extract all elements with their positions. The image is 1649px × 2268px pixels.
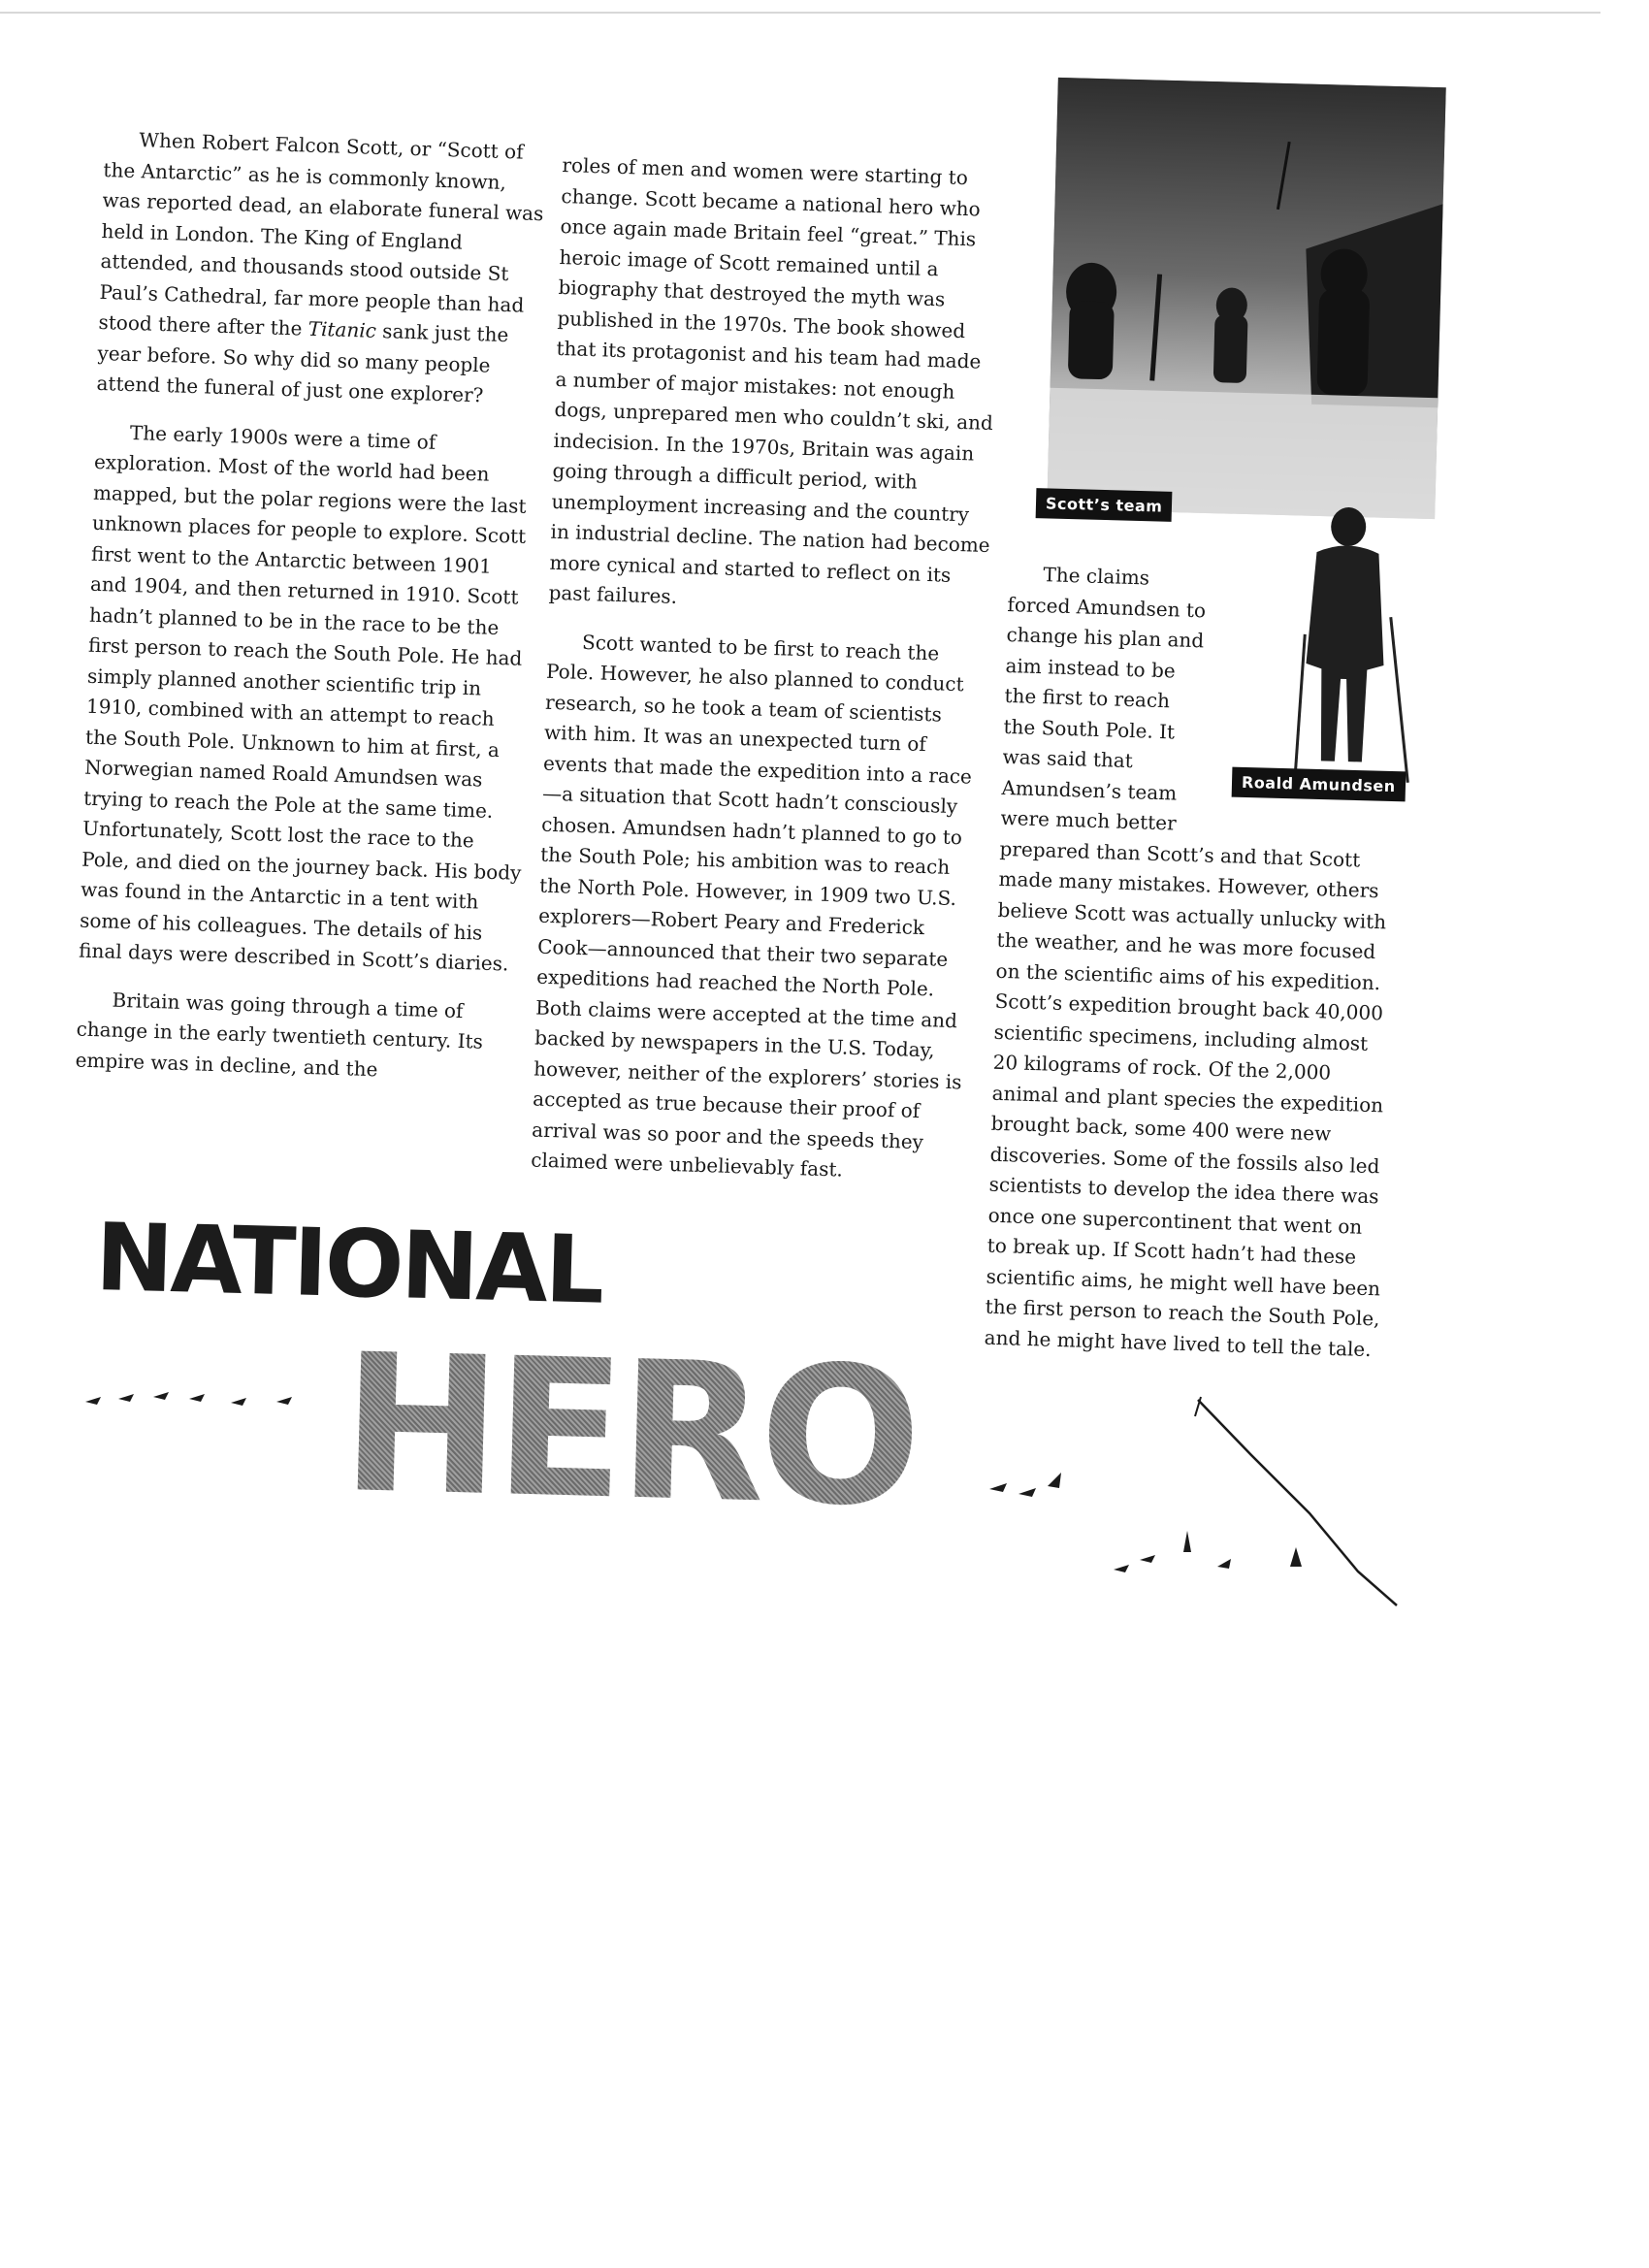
paragraph: The early 1900s were a time of exploration. Most of the world had been mapped, but the polar regions were the last unknown places for people to explore. Scott first went to the Antarctic between 1901 and 1904, and then returned in 1910. Scott hadn’t planned to be in the race to be the first person to reach the South Pole. He had simply planned another scientific trip in 1910, combined with an attempt to reach the South Pole. Unknown to him at first, a Norwegian named Roald Amundsen was trying to reach the Pole at the same time. Unfortunately, Scott lost the race to the Pole, and died on the journey back. His body was found in the Antarctic in a tent with some of his colleagues. The details of his final days were described in Scott’s diaries. (78, 420, 527, 976)
team-photo-caption: Scott’s team (1036, 488, 1173, 522)
paragraph: prepared than Scott’s and that Scott made many mistakes. However, others believe Scott was actually unlucky with the weather, and he was more focused on the scientific aims of his expedition. Scott’s expedition brought back 40,000 scientific specimens, including almost 20 kilograms of rock. Of the 2,000 animal and plant species the expedition brought back, some 400 were new discoveries. Some of the fossils also led scientists to develop the idea there was once one supercontinent that went on to break up. If Scott hadn’t had these scientific aims, he might well have been the first person to reach the South Pole, and he might have lived to tell the tale. (984, 836, 1387, 1361)
amundsen-photo-caption: Roald Amundsen (1232, 767, 1406, 802)
headline-national: NATIONAL (94, 1203, 603, 1325)
paragraph: When Robert Falcon Scott, or “Scott of the Antarctic” as he is commonly known, was reported dead, an elaborate funeral was held in London. The King of England attended, and thousands stood outside St Paul’s Cathedral, far more people than had stood there after the Titanic sank just the year before. So why did so many people attend the funeral of just one explorer? (96, 128, 544, 407)
headline-hero: HERO (339, 1313, 919, 1550)
paragraph: Scott wanted to be first to reach the Pole. However, he also planned to conduct research, so he took a team of scientists with him. It was an unexpected turn of events that made the expedition into a race—a situation that Scott hadn’t consciously chosen. Amundsen hadn’t planned to go to the South Pole; his ambition was to reach the North Pole. However, in 1909 two U.S. explorers—Robert Peary and Frederick Cook—announced that their two separate expeditions had reached the North Pole. Both claims were accepted at the time and backed by newspapers in the U.S. Today, however, neither of the explorers’ stories is accepted as true because their proof of arrival was so poor and the speeds they claimed were unbelievably fast. (530, 630, 973, 1182)
paragraph: The claims forced Amundsen to change his plan and aim instead to be the first to reach the South Pole. It was said that Amundsen’s team were much better (1000, 563, 1207, 835)
ship-name: Titanic (307, 316, 377, 342)
paragraph: roles of men and women were starting to change. Scott became a national hero who once again made Britain feel “great.” This heroic image of Scott remained until a biography that destroyed the myth was published in the 1970s. The book showed that its protagonist and his team had made a number of major mistakes: not enough dogs, unprepared men who couldn’t ski, and indecision. In the 1970s, Britain was again going through a difficult period, with unemployment increasing and the country in industrial decline. The nation had become more cynical and started to reflect on its past failures. (548, 152, 994, 608)
paragraph: Britain was going through a time of change in the early twentieth century. Its empire was in decline, and the (75, 988, 484, 1081)
